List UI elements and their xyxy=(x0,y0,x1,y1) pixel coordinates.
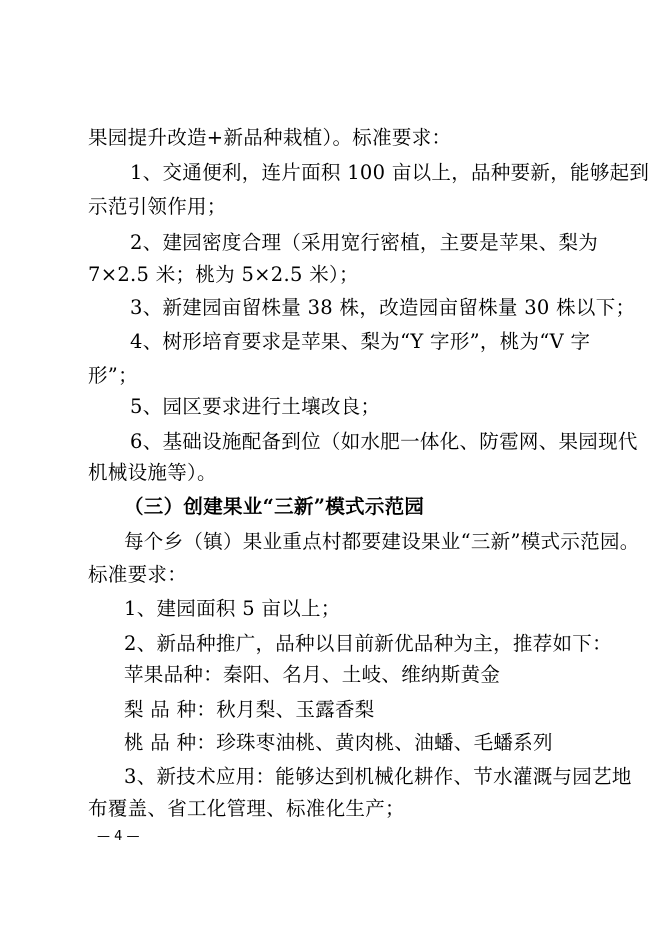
paragraph-line: 梨 品 种：秋月梨、玉露香梨 xyxy=(124,698,375,721)
paragraph-line: 1、建园面积 5 亩以上； xyxy=(124,597,341,620)
paragraph-line: 3、新技术应用：能够达到机械化耕作、节水灌溉与园艺地 xyxy=(124,765,632,788)
paragraph-line: 果园提升改造+新品种栽植）。标准要求： xyxy=(88,126,452,149)
paragraph-line: 3、新建园亩留株量 38 株，改造园亩留株量 30 株以下； xyxy=(130,296,636,319)
paragraph-line: 2、新品种推广，品种以目前新优品种为主，推荐如下： xyxy=(124,632,612,655)
paragraph-line: 6、基础设施配备到位（如水肥一体化、防雹网、果园现代 xyxy=(130,430,638,453)
paragraph-line: 苹果品种：秦阳、名月、土岐、维纳斯黄金 xyxy=(124,663,501,686)
paragraph-line: 示范引领作用； xyxy=(88,195,227,218)
paragraph-line: 标准要求： xyxy=(88,563,188,586)
paragraph-line: 7×2.5 米；桃为 5×2.5 米）； xyxy=(88,263,359,286)
paragraph-line: 形”； xyxy=(88,364,138,387)
paragraph-line: 机械设施等）。 xyxy=(88,461,217,484)
section-heading: （三）创建果业“三新”模式示范园 xyxy=(124,495,425,518)
paragraph-line: 布覆盖、省工化管理、标准化生产； xyxy=(88,797,405,820)
page-number: — 4 — xyxy=(97,829,140,844)
paragraph-line: 4、树形培育要求是苹果、梨为“Y 字形”，桃为“V 字 xyxy=(130,330,591,353)
paragraph-line: 2、建园密度合理（采用宽行密植，主要是苹果、梨为 xyxy=(130,231,599,254)
paragraph-line: 每个乡（镇）果业重点村都要建设果业“三新”模式示范园。 xyxy=(124,530,640,553)
paragraph-line: 1、交通便利，连片面积 100 亩以上，品种要新，能够起到 xyxy=(130,161,650,184)
paragraph-line: 桃 品 种：珍珠枣油桃、黄肉桃、油蟠、毛蟠系列 xyxy=(124,731,553,754)
paragraph-line: 5、园区要求进行土壤改良； xyxy=(130,395,381,418)
